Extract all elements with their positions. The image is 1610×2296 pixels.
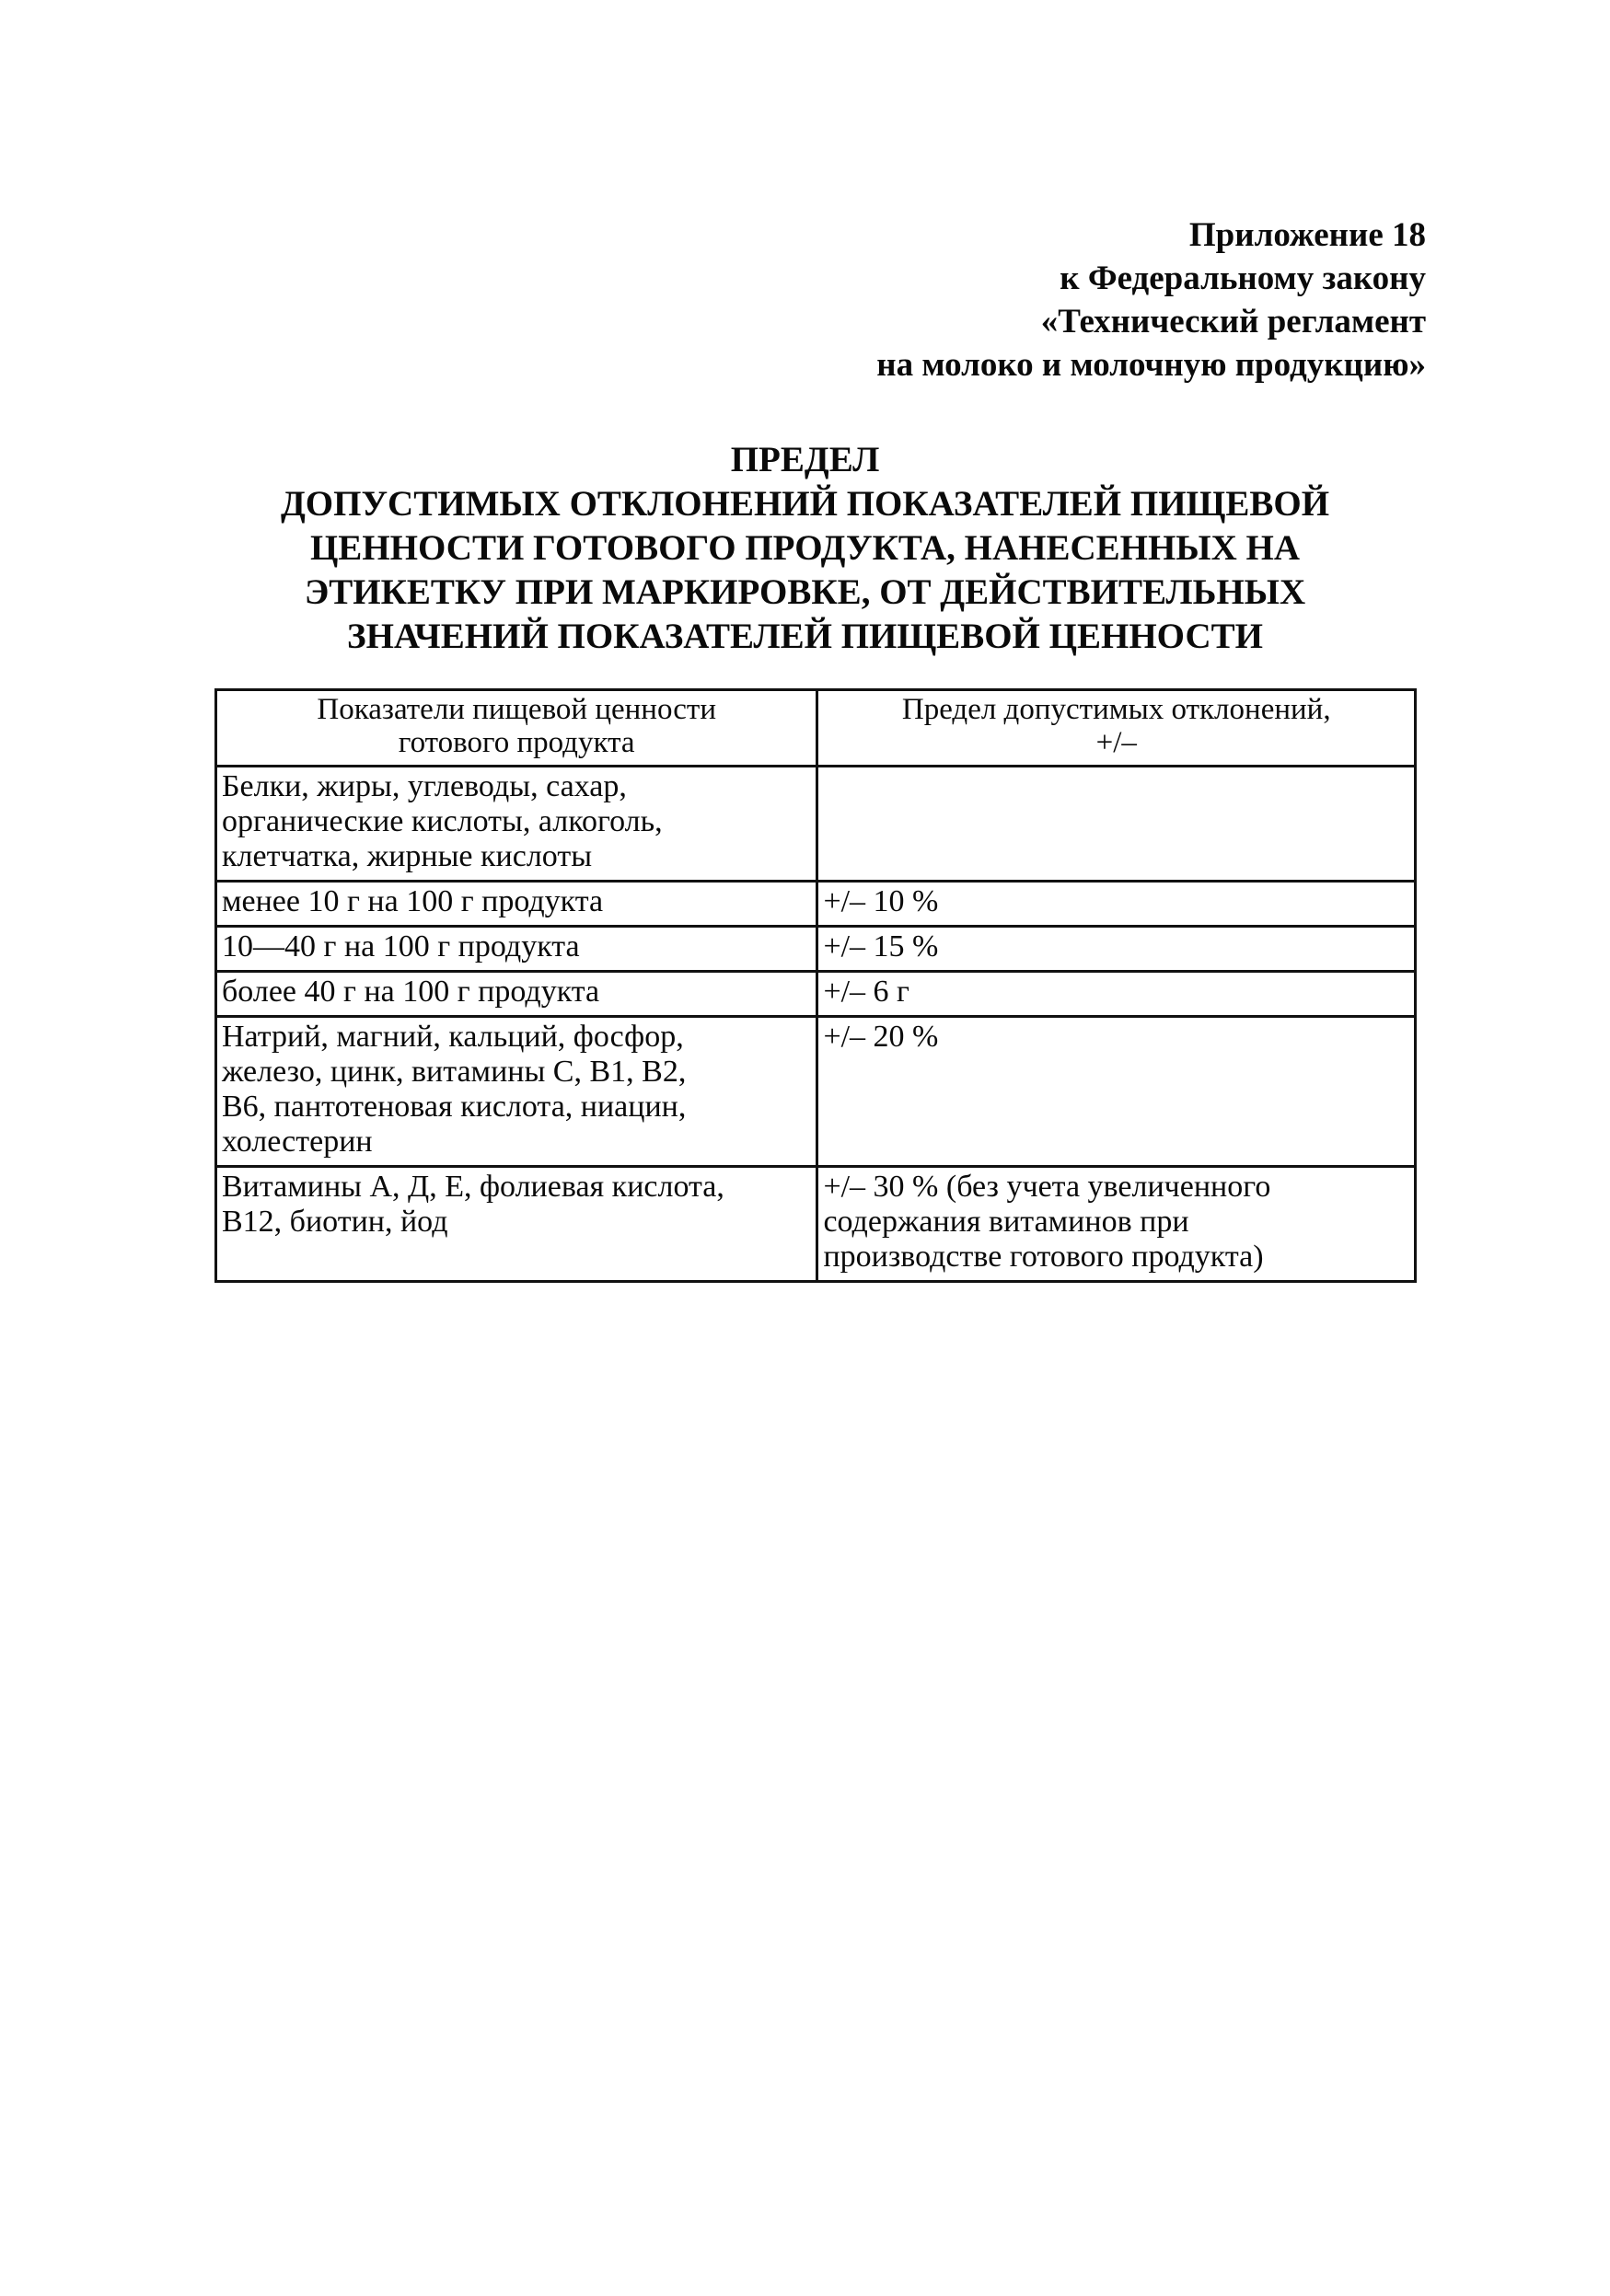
annex-law-reference: к Федеральному закону [1060, 260, 1426, 297]
annex-regulation-name: «Технический регламент [1040, 303, 1426, 340]
table-row [216, 927, 1416, 972]
cell-line: +/– 30 % (без учета увеличенного [823, 1170, 1271, 1204]
limit-cell [817, 927, 1416, 972]
cell-line: В6, пантотеновая кислота, ниацин, [222, 1090, 687, 1124]
title-line-3: ЦЕННОСТИ ГОТОВОГО ПРОДУКТА, НАНЕСЕННЫХ НА [309, 528, 1301, 568]
cell-line: клетчатка, жирные кислоты [222, 839, 593, 873]
cell-line: +/– 10 % [823, 884, 939, 918]
header-indicators-line-1: Показатели пищевой ценности [317, 693, 717, 726]
limit-cell [817, 882, 1416, 927]
indicator-cell [216, 882, 817, 927]
cell-line: Витамины А, Д, Е, фолиевая кислота, [222, 1170, 724, 1204]
table-row [216, 972, 1416, 1017]
document-title [0, 438, 1610, 659]
indicator-cell [216, 972, 817, 1017]
cell-line: менее 10 г на 100 г продукта [222, 884, 604, 918]
cell-line: железо, цинк, витамины С, В1, В2, [222, 1055, 687, 1089]
header-indicators [216, 690, 817, 767]
cell-line: содержания витаминов при [823, 1205, 1189, 1239]
limit-cell [817, 972, 1416, 1017]
table-row [216, 882, 1416, 927]
deviation-limits-table [214, 688, 1417, 1283]
limit-cell [817, 1017, 1416, 1167]
cell-line: Белки, жиры, углеводы, сахар, [222, 769, 627, 803]
cell-line: +/– 15 % [823, 929, 939, 963]
header-deviation-limit [817, 690, 1416, 767]
table-row [216, 1017, 1416, 1167]
cell-line: Натрий, магний, кальций, фосфор, [222, 1020, 684, 1054]
indicator-cell [216, 767, 817, 882]
table-row [216, 767, 1416, 882]
title-line-5: ЗНАЧЕНИЙ ПОКАЗАТЕЛЕЙ ПИЩЕВОЙ ЦЕННОСТИ [347, 617, 1263, 656]
header-limit-line-2: +/– [1095, 726, 1137, 759]
title-line-1: ПРЕДЕЛ [730, 440, 880, 479]
cell-line: органические кислоты, алкоголь, [222, 804, 663, 838]
cell-line: В12, биотин, йод [222, 1205, 448, 1239]
annex-number: Приложение 18 [1188, 216, 1426, 254]
table-row [216, 1167, 1416, 1282]
annex-regulation-subject: на молоко и молочную продукцию» [876, 346, 1426, 384]
header-limit-line-1: Предел допустимых отклонений, [901, 693, 1331, 726]
cell-line: производстве готового продукта) [823, 1240, 1264, 1274]
indicator-cell [216, 1017, 817, 1167]
table-header-row [216, 690, 1416, 767]
limit-cell-empty [817, 767, 1416, 882]
limit-cell [817, 1167, 1416, 1282]
cell-line: холестерин [222, 1125, 373, 1159]
cell-line: более 40 г на 100 г продукта [222, 975, 600, 1009]
cell-line: +/– 20 % [823, 1020, 939, 1054]
title-line-4: ЭТИКЕТКУ ПРИ МАРКИРОВКЕ, ОТ ДЕЙСТВИТЕЛЬНЫХ [304, 572, 1306, 612]
indicator-cell [216, 1167, 817, 1282]
cell-line: +/– 6 г [823, 975, 910, 1009]
header-indicators-line-2: готового продукта [398, 726, 635, 759]
annex-heading [876, 213, 1426, 387]
cell-line: 10—40 г на 100 г продукта [222, 929, 580, 963]
title-line-2: ДОПУСТИМЫХ ОТКЛОНЕНИЙ ПОКАЗАТЕЛЕЙ ПИЩЕВОЙ [280, 484, 1330, 524]
indicator-cell [216, 927, 817, 972]
